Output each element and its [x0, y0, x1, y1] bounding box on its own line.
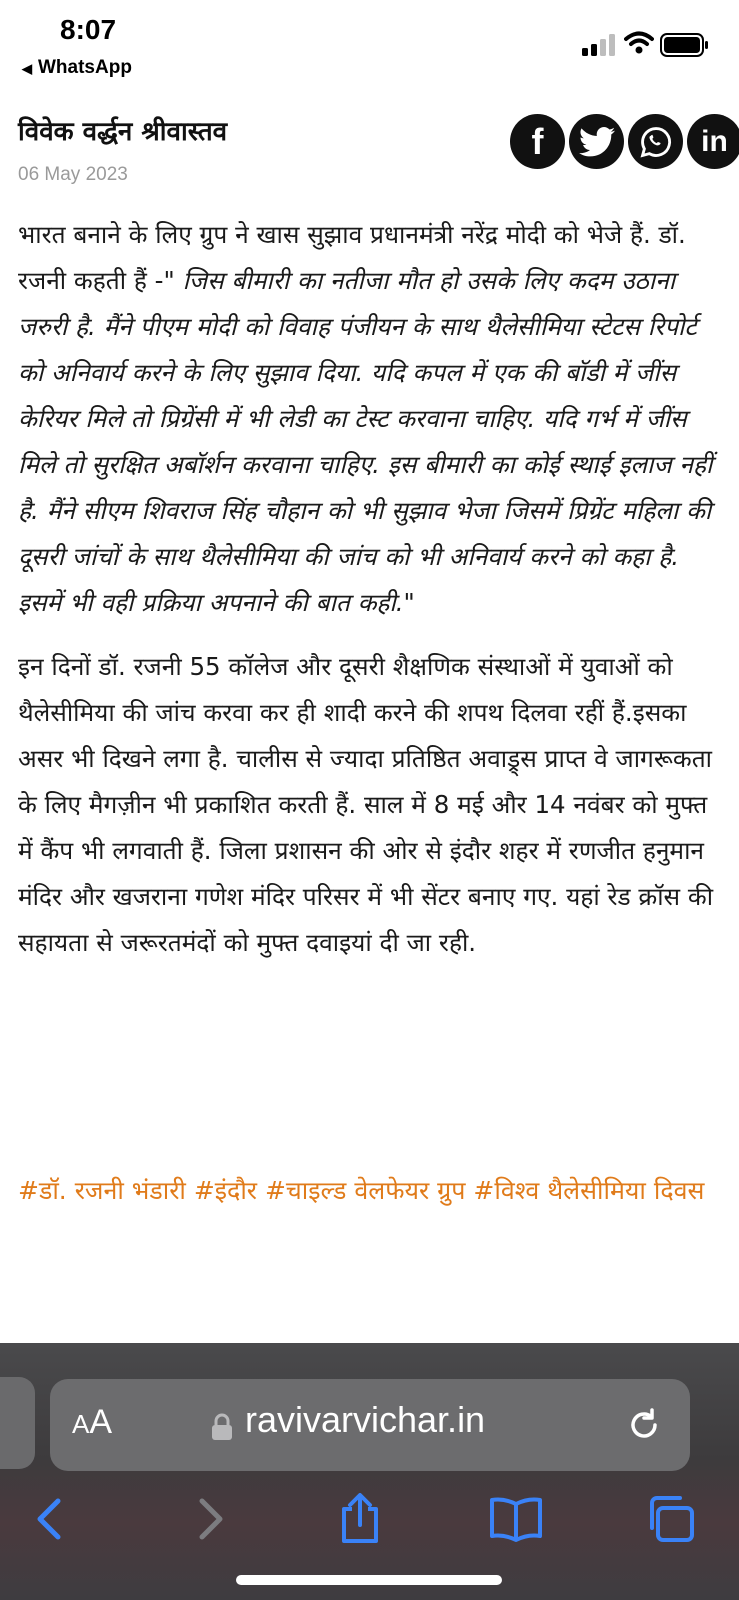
- facebook-icon[interactable]: [510, 114, 565, 169]
- hashtag-links[interactable]: #डॉ. रजनी भंडारी #इंदौर #चाइल्ड वेलफेयर ग्रुप #विश्व थैलेसीमिया दिवस: [18, 1176, 705, 1205]
- article-paragraph: [18, 212, 728, 626]
- url-text[interactable]: ravivarvichar.in: [245, 1399, 486, 1440]
- browser-toolbar: [0, 1343, 739, 1600]
- bookmarks-icon[interactable]: [486, 1489, 546, 1549]
- battery-icon: [660, 33, 710, 57]
- facebook-glyph: f: [531, 120, 544, 162]
- author-name[interactable]: विवेक वर्द्धन श्रीवास्तव: [18, 117, 228, 147]
- back-to-app-link[interactable]: [22, 57, 132, 79]
- forward-chevron-icon[interactable]: [180, 1489, 240, 1549]
- status-time: 8:07: [60, 14, 117, 45]
- publish-date: 06 May 2023: [18, 164, 128, 185]
- whatsapp-icon[interactable]: [628, 114, 683, 169]
- back-chevron-icon[interactable]: [20, 1489, 80, 1549]
- linkedin-icon[interactable]: [687, 114, 739, 169]
- home-indicator[interactable]: [236, 1575, 502, 1585]
- quote-text: जिस बीमारी का नतीजा मौत हो उसके लिए कदम उठाना जरुरी है. मैंने पीएम मोदी को विवाह पंजीयन के साथ थैलेसीमिया स्टेटस रिपोर्ट को अनिवार्य करने के लिए सुझाव दिया. यदि कपल में एक की बॉडी में जींस केरियर मिले तो प्रिग्रेंसी में भी लेडी का टेस्ट करवाना चाहिए. यदि गर्भ में जींस मिले तो सुरक्षित अबॉर्शन करवाना चाहिए. इस बीमारी का कोई स्थाई इलाज नहीं है. मैंने सीएम शिवराज सिंह चौहान को भी सुझाव भेजा जिसमें प्रिग्रेंट महिला की दूसरी जांचों के साथ थैलेसीमिया की जांच को भी अनिवार्य करने को कहा है. इसमें भी वही प्रक्रिया अपनाने की बात कही.": [18, 266, 713, 617]
- paragraph-lead-text: भारत बनाने के लिए ग्रुप ने खास सुझाव प्रधानमंत्री नरेंद्र मोदी को भेजे हैं. डॉ. रजनी कहती हैं -": [18, 220, 686, 295]
- article-body: [18, 198, 728, 966]
- lock-icon: [210, 1413, 234, 1441]
- reload-icon[interactable]: [624, 1405, 664, 1445]
- twitter-bird-icon: [579, 127, 615, 157]
- signal-icon: [582, 34, 618, 56]
- wifi-icon: [624, 30, 654, 56]
- bottom-toolbar: [0, 1473, 739, 1563]
- status-bar: [0, 0, 739, 100]
- whatsapp-glyph-icon: [639, 125, 673, 159]
- back-triangle-icon: ◀: [22, 61, 32, 76]
- back-app-label: WhatsApp: [38, 57, 132, 78]
- twitter-icon[interactable]: [569, 114, 624, 169]
- article-paragraph: इन दिनों डॉ. रजनी 55 कॉलेज और दूसरी शैक्षणिक संस्थाओं में युवाओं को थैलेसीमिया की जांच करवा कर ही शादी करने की शपथ दिलवा रहीं हैं.इसका असर भी दिखने लगा है. चालीस से ज्यादा प्रतिष्ठित अवाड्र्स प्राप्त वे जागरूकता के लिए मैगज़ीन भी प्रकाशित करती हैं. साल में 8 मई और 14 नवंबर को मुफ्त में कैंप भी लगवाती हैं. जिला प्रशासन की ओर से इंदौर शहर में रणजीत हनुमान मंदिर और खजराना गणेश मंदिर परिसर में भी सेंटर बनाए गए. यहां रेड क्रॉस की सहायता से जरूरतमंदों को मुफ्त दवाइयां दी जा रही.: [18, 652, 714, 957]
- share-buttons: [510, 114, 739, 169]
- previous-tab-edge[interactable]: [0, 1377, 35, 1469]
- reader-settings-button[interactable]: AA: [72, 1403, 113, 1441]
- address-bar[interactable]: [50, 1379, 690, 1471]
- linkedin-glyph: in: [701, 124, 728, 158]
- tabs-icon[interactable]: [640, 1489, 700, 1549]
- share-icon[interactable]: [330, 1489, 390, 1549]
